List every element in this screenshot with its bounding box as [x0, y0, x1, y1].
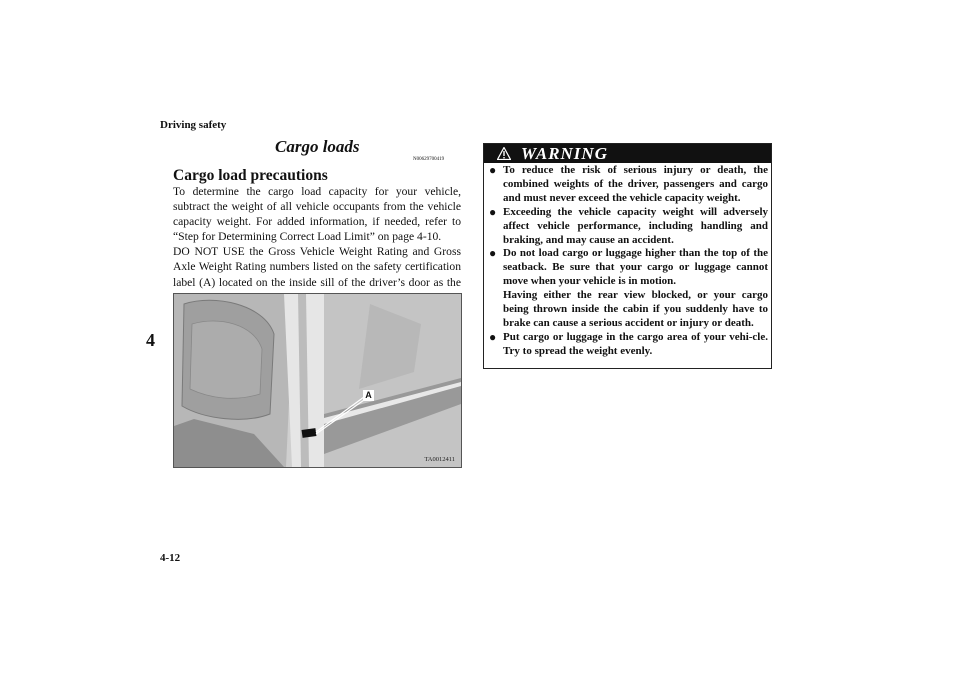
warning-header — [484, 144, 771, 163]
warning-item — [489, 206, 768, 248]
warning-item-text: Put cargo or luggage in the cargo area of your vehi-cle. Try to spread the weight evenly. — [503, 330, 768, 357]
door-sill-illustration — [173, 293, 462, 468]
paragraph-do-not-use: DO NOT USE the Gross Vehicle Weight Rating and Gross Axle Weight Rating numbers listed on the safety certification label (A) located on the inside sill of the driver’s door as the — [173, 245, 461, 289]
warning-item — [489, 247, 768, 330]
page-number: 4-12 — [160, 552, 181, 564]
section-code: N00629700419 — [413, 157, 445, 162]
warning-item-text: Do not load cargo or luggage higher than the top of the seatback. Be sure that your cargo or luggage cannot move when your vehicle is in motion. Having either the rear view blocked, or your cargo being thrown inside the cabin if you suddenly have to brake can cause a serious accident or injury or death. — [503, 247, 768, 329]
subheading: Cargo load precautions — [173, 167, 328, 184]
bullet-icon: ● — [489, 204, 497, 219]
section-header: Driving safety — [160, 119, 227, 131]
warning-item-text: Exceeding the vehicle capacity weight will adversely affect vehicle performance, including handling and braking, and may cause an accident. — [503, 205, 768, 246]
warning-list — [489, 164, 768, 359]
bullet-icon: ● — [489, 246, 497, 261]
warning-box — [483, 143, 772, 369]
bullet-icon: ● — [489, 163, 497, 177]
page-title: Cargo loads — [275, 137, 360, 156]
body-text — [173, 184, 461, 305]
figure-caption: TA0012411 — [424, 456, 455, 463]
bullet-icon: ● — [489, 329, 497, 344]
warning-title: WARNING — [521, 144, 608, 163]
warning-triangle-icon — [497, 147, 511, 160]
door-sill-drawing — [174, 294, 461, 467]
chapter-tab-number: 4 — [146, 330, 155, 350]
warning-item — [489, 331, 768, 359]
callout-a-label: A — [363, 390, 374, 401]
warning-item-text: To reduce the risk of serious injury or death, the combined weights of the driver, passengers and cargo and must never exceed the vehicle capacity weight. — [503, 164, 768, 204]
paragraph-cargo-capacity: To determine the cargo load capacity for your vehicle, subtract the weight of all vehicle occupants from the vehicle capacity weight. For added information, if needed, refer to “Step for Determining Correct Load Limit” on page 4-10. — [173, 185, 461, 244]
warning-item — [489, 164, 768, 206]
